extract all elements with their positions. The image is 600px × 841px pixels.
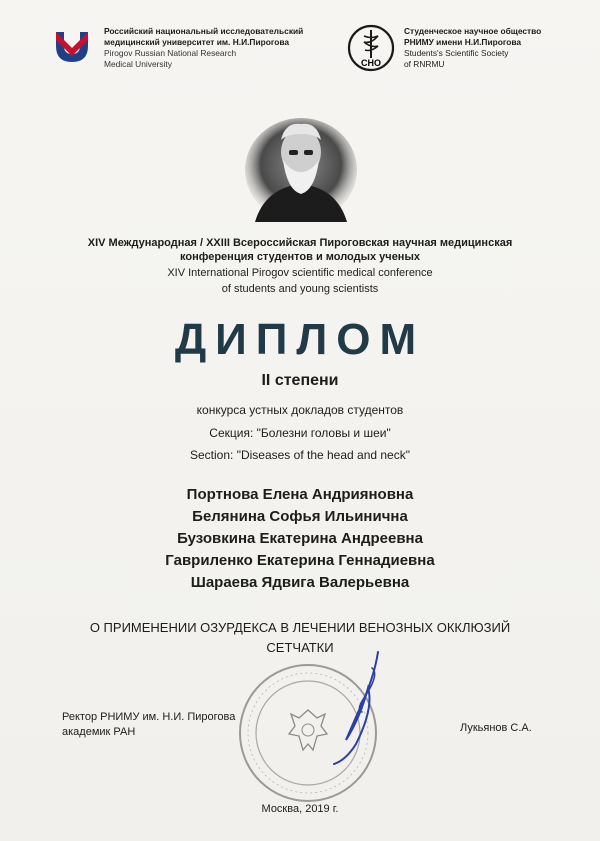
conference-title-en-2: of students and young scientists: [221, 283, 379, 295]
society-name-ru-2: РНИМУ имени Н.И.Пирогова: [404, 37, 522, 47]
conference-title-en-1: XIV International Pirogov scientific medical conference: [167, 267, 433, 279]
section-ru: Секция: "Болезни головы и шеи": [209, 426, 391, 440]
report-topic-line-1: О ПРИМЕНЕНИИ ОЗУРДЕКСА В ЛЕЧЕНИИ ВЕНОЗНЫХ ОККЛЮЗИЙ: [89, 620, 511, 635]
society-name: [404, 26, 584, 70]
contest-name: конкурса устных докладов студентов: [196, 403, 404, 417]
society-logo-text: СНО: [361, 58, 381, 68]
society-name-en-2: of RNRMU: [404, 59, 445, 69]
conference-title-ru-2: конференция студентов и молодых ученых: [180, 251, 420, 263]
report-topic: [60, 618, 540, 658]
rector-title-line-2: академик РАН: [62, 726, 136, 738]
recipient-name: Портнова Елена Андрияновна: [186, 486, 414, 503]
university-name: [104, 26, 334, 70]
recipient-name: Гавриленко Екатерина Геннадиевна: [165, 552, 435, 569]
university-name-ru-2: медицинский университет им. Н.И.Пирогова: [104, 37, 290, 47]
signer-name: Лукьянов С.А.: [460, 722, 532, 734]
university-logo-icon: [50, 24, 94, 68]
recipient-name: Шараева Ядвига Валерьевна: [190, 574, 410, 591]
section-en: Section: "Diseases of the head and neck": [190, 448, 410, 462]
portrait-image: [245, 110, 357, 222]
recipient-name: Бузовкина Екатерина Андреевна: [177, 530, 423, 547]
recipient-name: Белянина Софья Ильинична: [192, 508, 408, 525]
society-logo-icon: [347, 24, 395, 72]
society-name-en-1: Students's Scientific Society: [404, 48, 509, 58]
society-name-ru-1: Студенческое научное общество: [404, 26, 542, 36]
recipient-list: [0, 484, 600, 594]
conference-title: [40, 236, 560, 296]
university-name-ru-1: Российский национальный исследовательский: [104, 26, 304, 36]
university-name-en-1: Pirogov Russian National Research: [104, 48, 237, 58]
header: [0, 18, 600, 78]
report-topic-line-2: СЕТЧАТКИ: [266, 640, 334, 655]
university-name-en-2: Medical University: [104, 59, 172, 69]
place-date: Москва, 2019 г.: [261, 803, 339, 815]
diploma-degree: II степени: [261, 372, 339, 389]
rector-title: [62, 710, 262, 740]
diploma-title: ДИПЛОМ: [174, 315, 426, 364]
rector-title-line-1: Ректор РНИМУ им. Н.И. Пирогова: [62, 711, 236, 723]
signature-icon: [316, 648, 396, 768]
conference-title-ru-1: XIV Международная / XXIII Всероссийская Пироговская научная медицинская: [87, 237, 513, 249]
